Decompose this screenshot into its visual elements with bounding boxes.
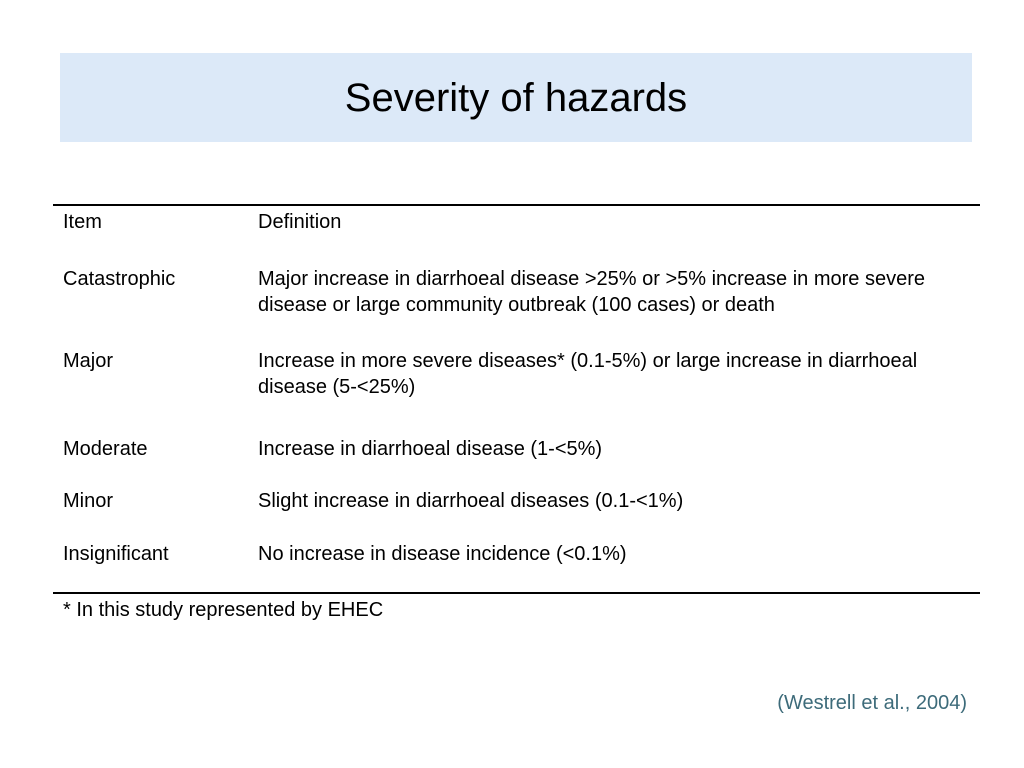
header-definition: Definition: [258, 211, 342, 233]
row-definition: Major increase in diarrhoeal disease >25% or >5% increase in more severe disease or large community outbreak (100 cases) or death: [258, 268, 926, 316]
row-item: Insignificant: [63, 543, 169, 565]
citation: (Westrell et al., 2004): [777, 692, 967, 714]
row-item: Major: [63, 350, 114, 372]
row-definition: Increase in diarrhoeal disease (1-<5%): [258, 438, 603, 460]
header-item: Item: [63, 211, 102, 233]
title-banner: [60, 53, 972, 142]
row-item: Moderate: [63, 438, 148, 460]
page-title: Severity of hazards: [344, 75, 688, 120]
row-definition: Increase in more severe diseases* (0.1-5%) or large increase in diarrhoeal disease (5-<25%): [258, 350, 918, 398]
row-item: Minor: [63, 490, 114, 512]
severity-table: [53, 204, 980, 594]
footnote: * In this study represented by EHEC: [63, 599, 384, 621]
row-item: Catastrophic: [63, 268, 176, 290]
row-definition: No increase in disease incidence (<0.1%): [258, 543, 627, 565]
row-definition: Slight increase in diarrhoeal diseases (0.1-<1%): [258, 490, 684, 512]
